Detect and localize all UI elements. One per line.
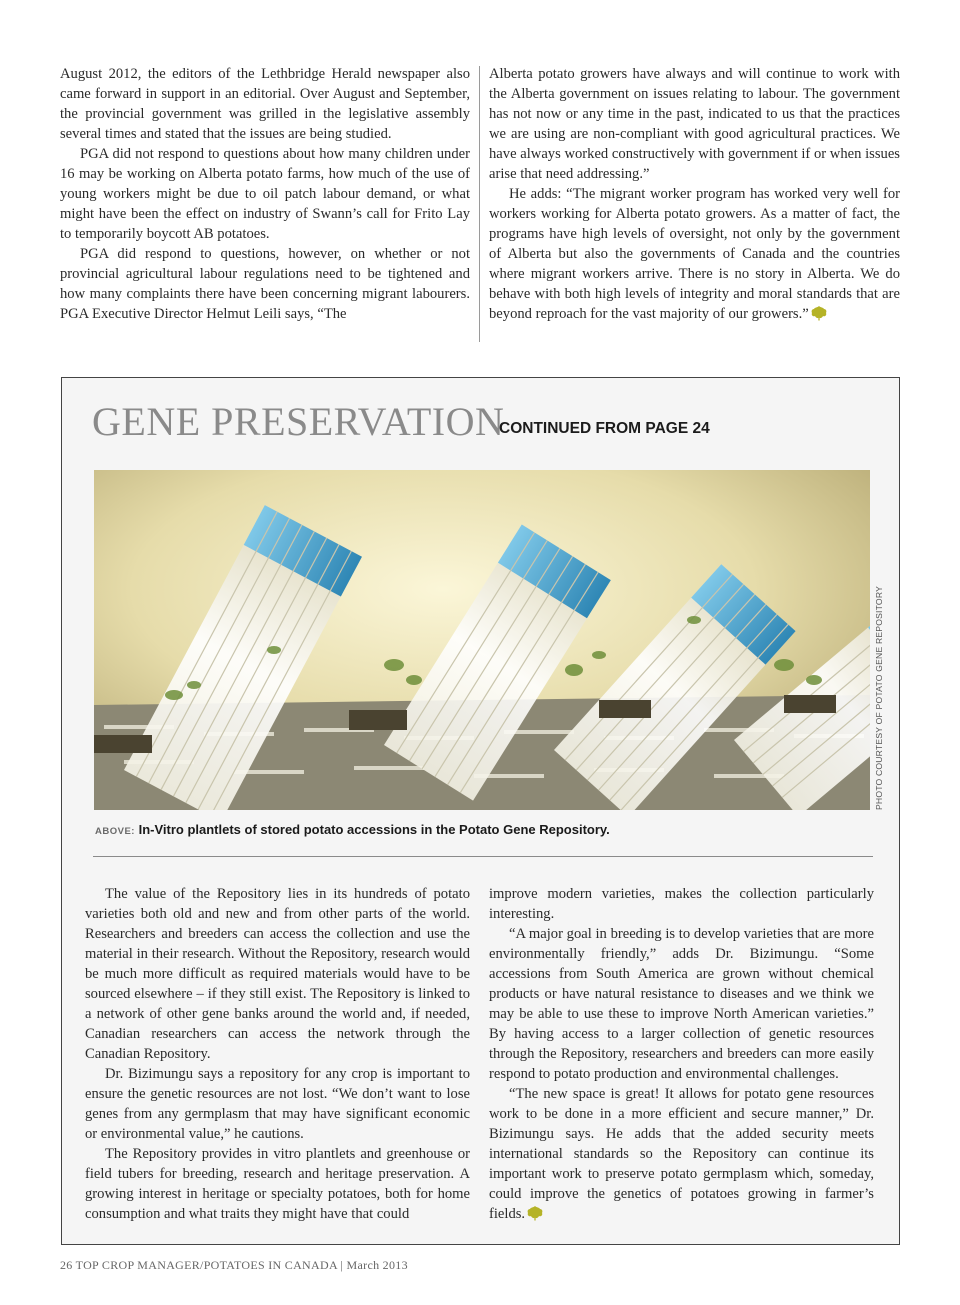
photo-credit: PHOTO COURTESY OF POTATO GENE REPOSITORY bbox=[874, 585, 884, 810]
page-footer: 26 TOP CROP MANAGER/POTATOES IN CANADA | March 2013 bbox=[60, 1258, 408, 1272]
paragraph bbox=[489, 184, 900, 324]
paragraph: Dr. Bizimungu says a repository for any crop is important to ensure the genetic resources are not lost. “We don’t want to lose genes from any germplasm that may have significant economic or environmental value,” he cautions. bbox=[85, 1066, 470, 1142]
paragraph-text: He adds: “The migrant worker program has worked very well for workers working for Alberta potato growers. As a matter of fact, the programs have high levels of oversight, not only by the government of Alberta but also the governments of Canada and the countries where migrant workers arrive. There is no story in Alberta. We do behave with both high levels of integrity and moral standards that are beyond reproach for the vast majority of our growers.” bbox=[489, 186, 900, 322]
caption-text: In-Vitro plantlets of stored potato accessions in the Potato Gene Repository. bbox=[138, 822, 610, 837]
gene-preservation-sidebar bbox=[61, 377, 900, 1245]
continued-from-label: CONTINUED FROM PAGE 24 bbox=[499, 420, 710, 437]
potato-leaf-icon bbox=[810, 305, 828, 321]
paragraph: The Repository provides in vitro plantlets and greenhouse or field tubers for breeding, research and heritage preservation. A growing interest in heritage or specialty potatoes, both for home consumption and what traits they might have that could bbox=[85, 1146, 470, 1222]
paragraph bbox=[489, 64, 900, 184]
caption-divider bbox=[93, 856, 873, 857]
paragraph bbox=[489, 1084, 874, 1224]
top-left-column bbox=[60, 64, 470, 324]
paragraph-text: Alberta potato growers have always and will continue to work with the Alberta government on issues relating to labour. The government has not now or any time in the past, indicated to us that the practices we are using are non-compliant with good agricultural practices. We have always worked constructively with government if or when issues arise that need addressing.” bbox=[489, 66, 900, 182]
potato-leaf-icon bbox=[526, 1205, 544, 1221]
sidebar-right-column bbox=[489, 884, 874, 1224]
caption-label: ABOVE: bbox=[95, 826, 135, 837]
paragraph: improve modern varieties, makes the collection particularly interesting. bbox=[489, 886, 874, 922]
in-vitro-plantlets-photo bbox=[94, 470, 870, 810]
top-right-column bbox=[489, 64, 900, 324]
paragraph-text: “The new space is great! It allows for potato gene resources work to be done in a more efficient and secure manner,” Dr. Bizimungu says. He adds that the added security meets international standards so the Repository can continue its important work to preserve potato germplasm which, someday, could improve the genetics of potatoes growing in farmer’s fields. bbox=[489, 1086, 874, 1222]
paragraph: The value of the Repository lies in its hundreds of potato varieties both old and new and from other parts of the world. Researchers and breeders can access the collection and use the material in their research. Without the Repository, research would be much more difficult as required materials would have to be sourced elsewhere – if they still exist. The Repository is linked to a network of other gene banks around the world and, if needed, Canadian researchers can access the network through the Canadian Repository. bbox=[85, 886, 470, 1062]
sidebar-left-column bbox=[85, 884, 470, 1224]
sidebar-title: GENE PRESERVATION bbox=[92, 399, 505, 444]
paragraph: PGA did respond to questions, however, on whether or not provincial agricultural labour regulations need to be tightened and how many complaints there have been concerning migrant labourers. PGA Executive Director Helmut Leili says, “The bbox=[60, 246, 470, 322]
paragraph: PGA did not respond to questions about how many children under 16 may be working on Alberta potato farms, how much of the use of young workers might be due to oil patch labour demand, or what might have been the effect on industry of Swann’s call for Frito Lay to temporarily boycott AB potatoes. bbox=[60, 146, 470, 242]
photo-caption bbox=[95, 822, 610, 837]
paragraph: August 2012, the editors of the Lethbridge Herald newspaper also came forward in support in an editorial. Over August and September, the provincial government was grilled in the legislative assembly several times and stated that the issues are being studied. bbox=[60, 66, 470, 142]
paragraph: “A major goal in breeding is to develop varieties that are more environmentally friendly,” adds Dr. Bizimungu. “Some accessions from South America are grown without chemical products or have natural resistance to diseases and we think we may be able to use these to improve North American varieties.” By having access to a larger collection of genetic resources through the Repository, researchers and breeders can more easily respond to potato production and environmental challenges. bbox=[489, 926, 874, 1082]
column-divider bbox=[479, 66, 480, 342]
